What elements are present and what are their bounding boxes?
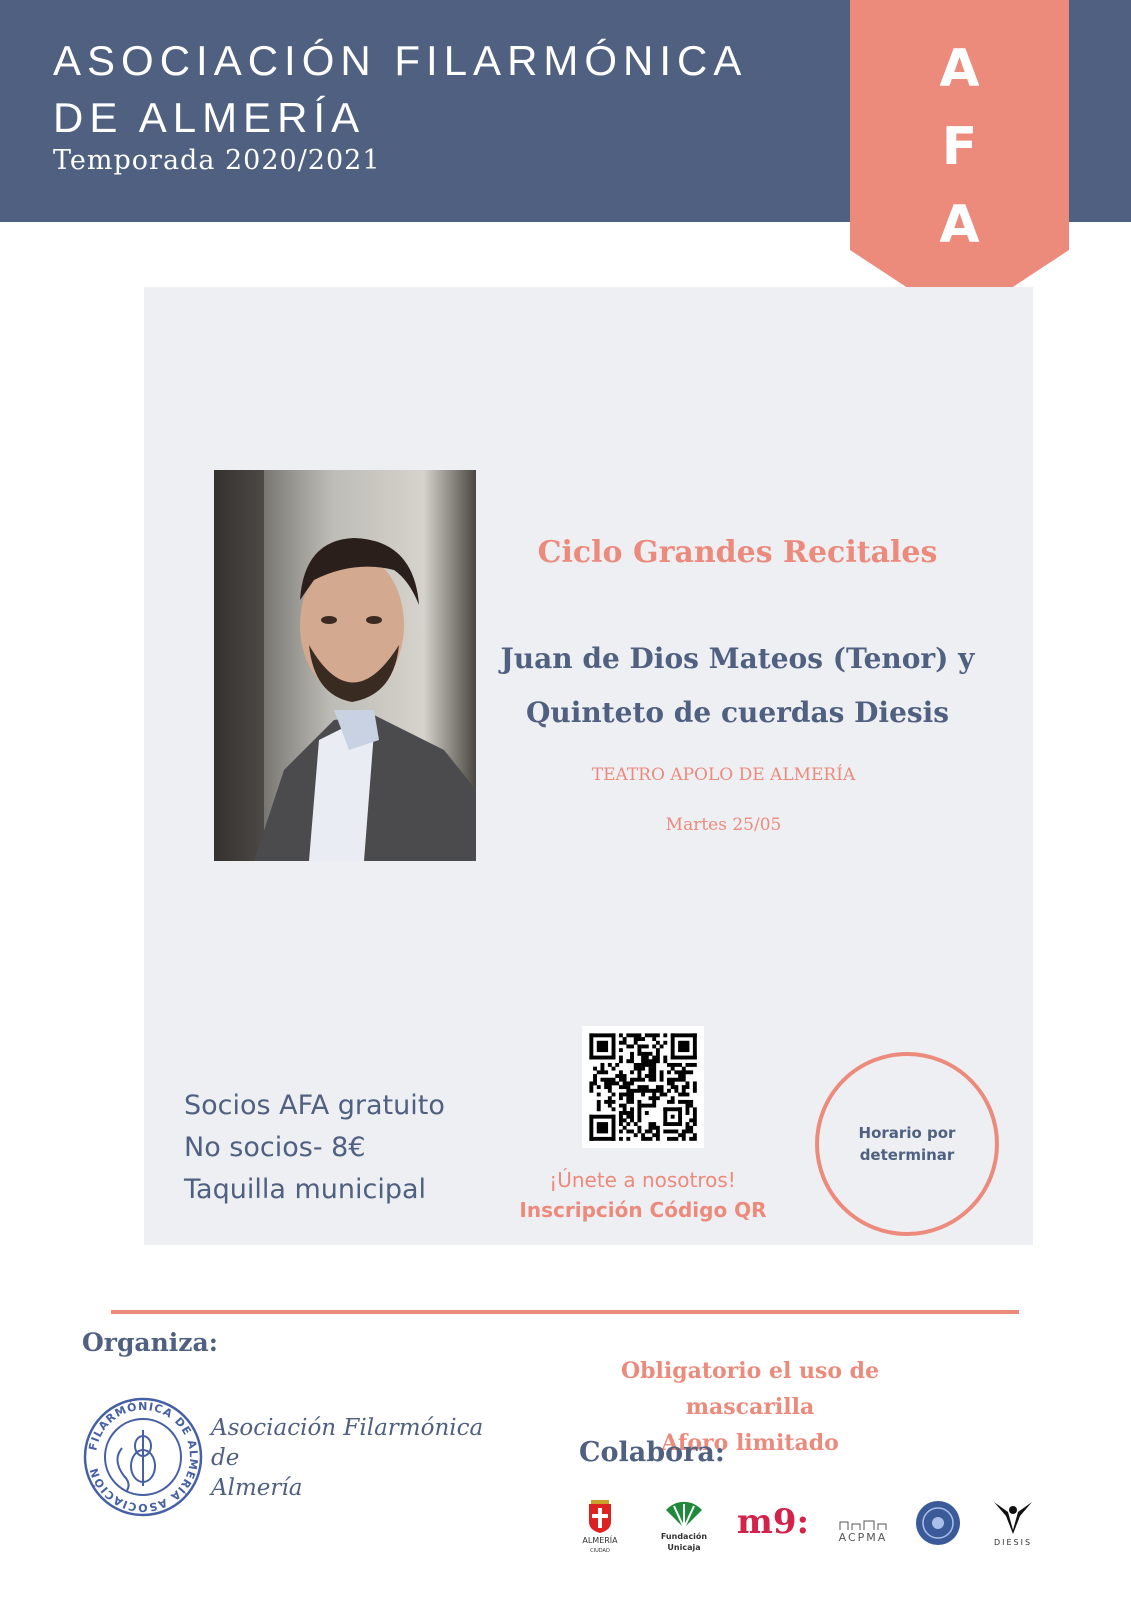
- qr-code[interactable]: [582, 1026, 704, 1148]
- price-non-members: No socios- 8€: [184, 1132, 366, 1163]
- svg-text:FILARMÓNICA DE ALMERÍA ASOCIAC: FILARMÓNICA DE ALMERÍA ASOCIACIÓN: [86, 1399, 201, 1515]
- diesis-logo-text: DIESIS: [993, 1538, 1033, 1547]
- organization-name: [211, 1413, 483, 1503]
- organiza-heading: Organiza:: [82, 1328, 218, 1357]
- almeria-logo-text: ALMERÍA: [582, 1536, 618, 1545]
- m9-logo-text: m9:: [736, 1502, 810, 1542]
- afa-seal-logo: [82, 1396, 204, 1518]
- title-line-2: DE ALMERÍA: [53, 94, 366, 141]
- ribbon-letters: [850, 30, 1069, 264]
- join-label: ¡Únete a nosotros!: [549, 1168, 736, 1192]
- organization-title: [53, 32, 747, 146]
- ticket-prices: [184, 1085, 445, 1211]
- ribbon-letter-1: A: [939, 39, 980, 99]
- org-name-line-3: Almería: [211, 1475, 303, 1501]
- m9-logo: [736, 1500, 810, 1560]
- unicaja-logo: [657, 1500, 711, 1560]
- unicaja-logo-sub: Unicaja: [667, 1543, 701, 1552]
- cycle-title: Ciclo Grandes Recitales: [537, 535, 938, 570]
- org-name-line-1: Asociación Filarmónica: [211, 1415, 484, 1441]
- venue-label: TEATRO APOLO DE ALMERÍA: [591, 765, 856, 785]
- acpma-logo: [833, 1500, 893, 1560]
- performer-line-1: Juan de Dios Mateos (Tenor) y: [500, 642, 975, 675]
- acpma-logo-text: ACPMA: [838, 1530, 888, 1544]
- season-label: Temporada 2020/2021: [53, 145, 381, 176]
- schedule-circle: [815, 1052, 999, 1236]
- org-name-line-2: de: [211, 1445, 240, 1471]
- performer-title: [490, 632, 985, 740]
- date-label: Martes 25/05: [665, 815, 782, 835]
- title-line-1: ASOCIACIÓN FILARMÓNICA: [53, 37, 748, 84]
- notice-mask: Obligatorio el uso de mascarilla: [620, 1358, 880, 1420]
- ribbon-letter-2: F: [941, 117, 978, 177]
- box-office: Taquilla municipal: [184, 1174, 427, 1205]
- schedule-text: Horario por determinar: [858, 1124, 956, 1164]
- price-members: Socios AFA gratuito: [184, 1090, 445, 1121]
- colabora-heading: Colabora:: [579, 1437, 725, 1468]
- sponsor-logos: [575, 1500, 1045, 1560]
- unicaja-logo-text: Fundación: [660, 1532, 708, 1541]
- circular-seal-logo: [913, 1500, 963, 1560]
- ribbon-letter-3: A: [939, 195, 980, 255]
- diesis-logo: [985, 1500, 1041, 1560]
- divider-line: [111, 1310, 1019, 1314]
- qr-signup-label: Inscripción Código QR: [519, 1198, 767, 1222]
- almeria-logo-sub: CIUDAD: [590, 1548, 610, 1554]
- almeria-city-logo: [575, 1500, 625, 1560]
- performer-line-2: Quinteto de cuerdas Diesis: [525, 696, 950, 729]
- notice-capacity: Aforo limitado: [661, 1430, 839, 1456]
- performer-photo: [214, 470, 476, 861]
